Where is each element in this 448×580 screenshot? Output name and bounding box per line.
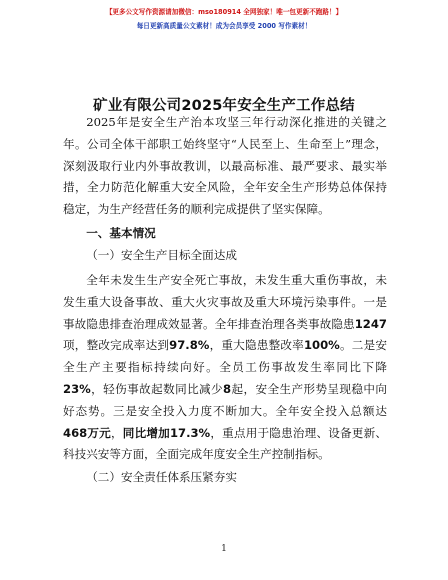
safety-goals-paragraph [63, 270, 387, 466]
subsection-heading-responsibility: （二）安全责任体系压紧夯实 [86, 470, 237, 485]
promo-banner [0, 6, 448, 33]
para-text: ，重点用于隐患治理、设备更新、科技兴安等方面，全面完成年度安全生产控制指标。 [63, 425, 387, 462]
hazard-count-value: 1247 [354, 316, 387, 331]
rectification-rate-value: 97.8% [169, 338, 210, 353]
major-hazard-rate-value: 100% [303, 338, 340, 353]
minor-injury-reduction-value: 8 [223, 381, 232, 396]
document-title: 矿业有限公司2025年安全生产工作总结 [93, 97, 355, 114]
section-heading-basic-situation: 一、基本情况 [86, 225, 156, 240]
subsection-heading-safety-goals: （一）安全生产目标全面达成 [86, 247, 237, 262]
para-text: 项，整改完成率达到 [63, 338, 170, 353]
para-text: ，重大隐患整改率 [209, 338, 304, 353]
para-text: 全年未发生生产安全死亡事故，未发生重大重伤事故，未发生重大设备事故、重大火灾事故及重大环境污染事件。一是事故隐患排查治理成效显著。全年排查治理各类事故隐患 [63, 272, 387, 331]
investment-unit: 万元 [87, 425, 111, 440]
document-body [63, 112, 387, 488]
intro-paragraph: 2025年是安全生产治本攻坚三年行动深化推进的关键之年。公司全体干部职工始终坚守“人民至上、生命至上”理念，深刻汲取行业内外事故教训，以最高标准、最严要求、最实举措，全力防范化解重大安全风险，全年安全生产形势总体保持稳定，为生产经营任务的顺利完成提供了坚实保障。 [63, 115, 387, 217]
para-text: ， [110, 425, 123, 440]
para-text: 起，安全生产形势呈现稳中向好态势。三是安全投入力度不断加大。全年安全投入总额达 [63, 381, 387, 418]
promo-line-wechat: 【更多公文写作资源请加微信：mso180914 全网独家！唯一包更新不跑路！】 [105, 8, 343, 16]
investment-growth-label: 同比增加 [122, 425, 170, 440]
investment-growth-value: 17.3% [169, 425, 211, 440]
para-text: ，轻伤事故起数同比减少 [90, 381, 224, 396]
page-number: 1 [221, 544, 227, 554]
promo-line-membership: 每日更新高质量公文素材！成为会员享受 2000 写作素材！ [136, 22, 312, 30]
para-text: 。二是安全生产主要指标持续向好。全员工伤事故发生率同比下降 [63, 338, 387, 375]
investment-total-value: 468 [63, 425, 88, 440]
injury-decline-value: 23% [63, 381, 91, 396]
